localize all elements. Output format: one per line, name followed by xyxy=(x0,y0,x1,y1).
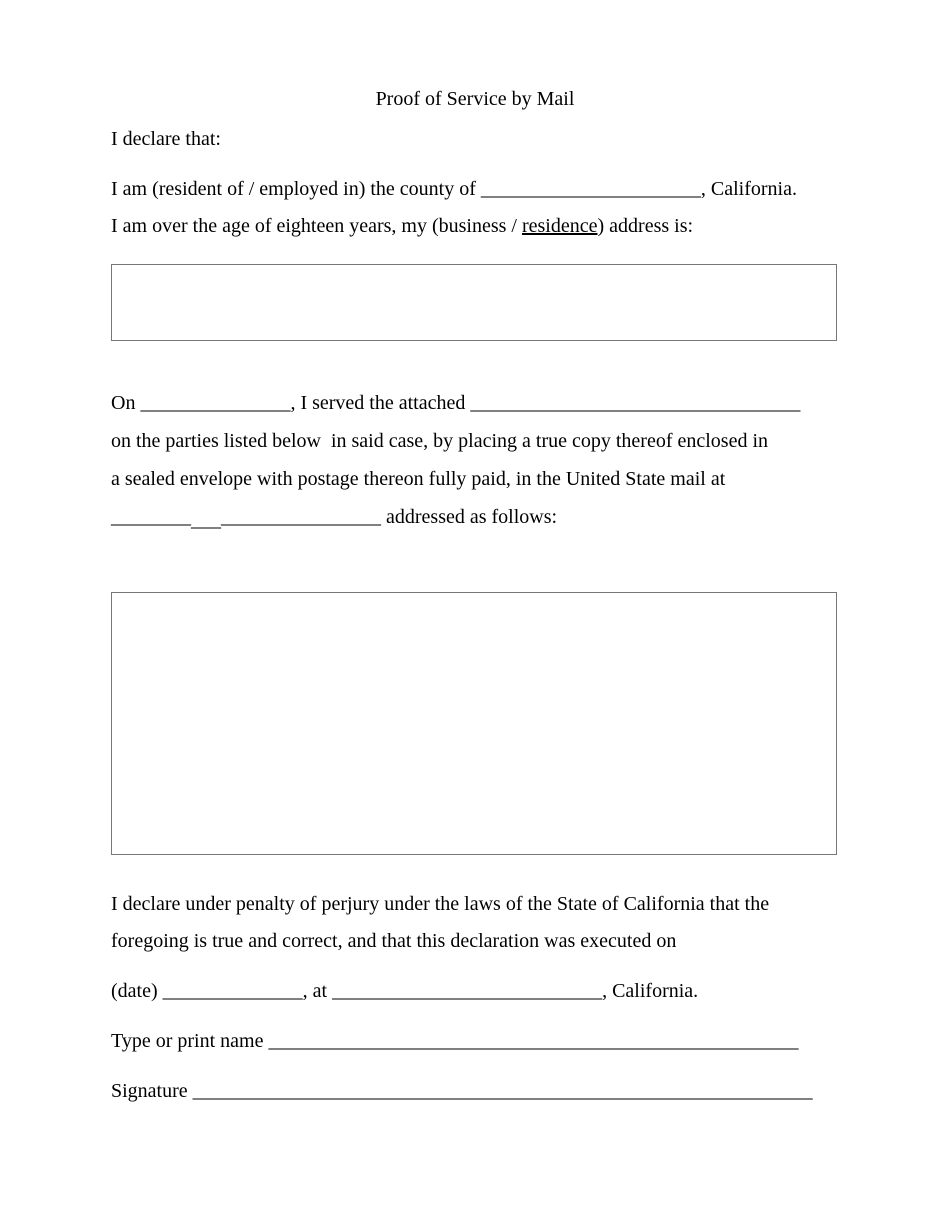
service-line-2: on the parties listed below in said case, by placing a true copy thereof enclosed in xyxy=(111,430,769,452)
print-name-line xyxy=(111,1026,798,1056)
service-date-blank[interactable]: _______________ xyxy=(140,392,291,414)
date-line-pre: (date) xyxy=(111,980,163,1002)
service-line-3: a sealed envelope with postage thereon fully paid, in the United State mail at xyxy=(111,468,726,490)
page-title: Proof of Service by Mail xyxy=(375,88,575,110)
date-line xyxy=(111,976,698,1006)
signature-line xyxy=(111,1076,813,1106)
recipients-box[interactable] xyxy=(111,592,837,855)
intro-line: I declare that: xyxy=(111,128,221,150)
mail-state-blank[interactable]: ________________ xyxy=(221,506,381,528)
age-line xyxy=(111,211,693,241)
attached-document-blank[interactable]: _________________________________ xyxy=(470,392,801,414)
service-line-1 xyxy=(111,388,800,418)
signature-blank[interactable]: ______________________________________________________________ xyxy=(192,1080,813,1102)
county-line-post: , California. xyxy=(700,178,797,200)
age-line-pre: I am over the age of eighteen years, my (business / xyxy=(111,215,522,237)
perjury-line-1: I declare under penalty of perjury under the laws of the State of California that the xyxy=(111,893,770,915)
execution-date-blank[interactable]: ______________ xyxy=(162,980,303,1002)
address-box[interactable] xyxy=(111,264,837,341)
mail-city-blank-low-segment[interactable]: ___ xyxy=(191,509,221,531)
county-line-pre: I am (resident of / employed in) the county of xyxy=(111,178,481,200)
perjury-line-2: foregoing is true and correct, and that this declaration was executed on xyxy=(111,930,677,952)
signature-label: Signature xyxy=(111,1080,193,1102)
execution-city-blank[interactable]: ___________________________ xyxy=(332,980,603,1002)
print-name-label: Type or print name xyxy=(111,1030,269,1052)
county-blank[interactable]: ______________________ xyxy=(480,178,701,200)
service-line-4 xyxy=(111,502,557,532)
residence-underlined-word: residence xyxy=(521,215,598,237)
service-line-1-pre: On xyxy=(111,392,141,414)
service-line-1-mid: , I served the attached xyxy=(290,392,471,414)
mail-city-blank[interactable]: ________ xyxy=(111,506,191,528)
service-line-4-post: addressed as follows: xyxy=(381,506,558,528)
age-line-post: ) address is: xyxy=(597,215,694,237)
date-line-mid: , at xyxy=(302,980,333,1002)
print-name-blank[interactable]: _____________________________________________________ xyxy=(268,1030,799,1052)
date-line-post: , California. xyxy=(602,980,699,1002)
county-line xyxy=(111,174,797,204)
